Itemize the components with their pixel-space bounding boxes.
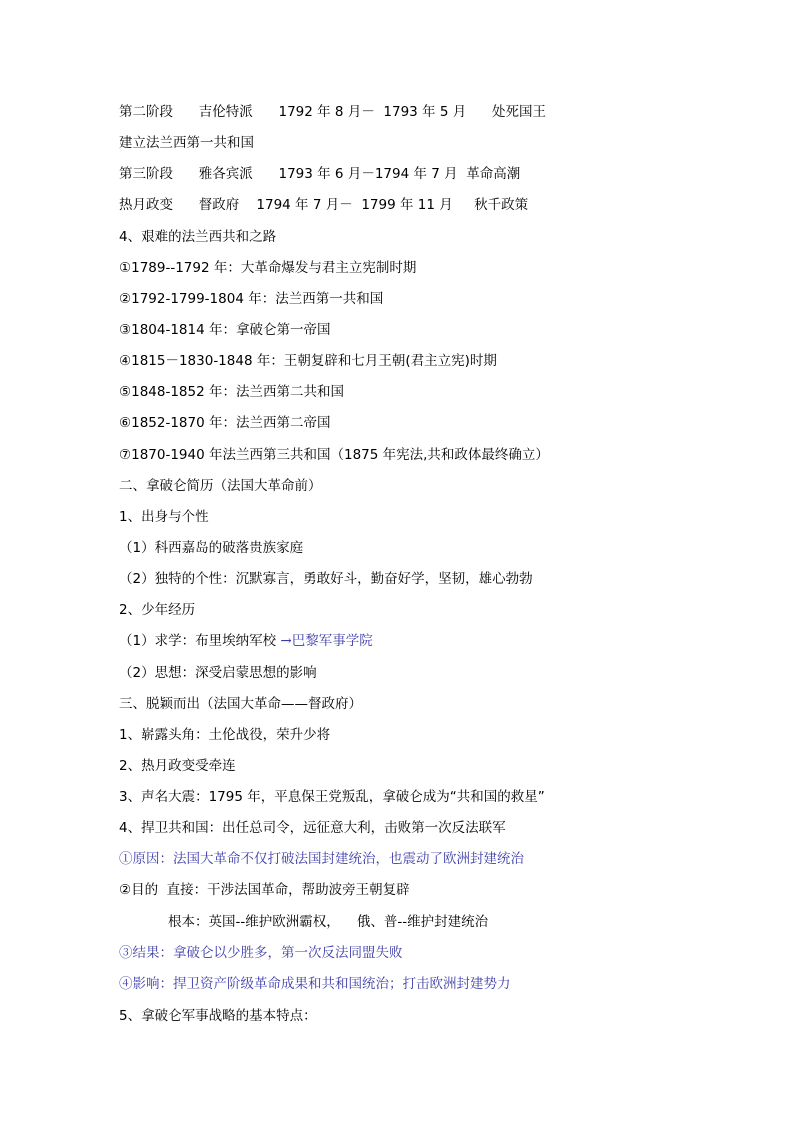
text-line-toulon: 1、崭露头角：土伦战役，荣升少将: [119, 727, 331, 743]
list-item-period-1: ①1789--1792 年：大革命爆发与君主立宪制时期: [119, 260, 417, 276]
text-line-thermidor: 热月政变 督政府 1794 年 7 月－ 1799 年 11 月 秋千政策: [119, 197, 529, 213]
text-line-study: [119, 632, 373, 650]
study-arrow-text: →巴黎军事学院: [280, 633, 373, 649]
list-item-period-7: ⑦1870-1940 年法兰西第三共和国（1875 年宪法,共和政体最终确立）: [119, 447, 549, 463]
list-item-period-3: ③1804-1814 年：拿破仑第一帝国: [119, 322, 331, 338]
section-heading-rise: 三、脱颖而出（法国大革命——督政府）: [119, 696, 362, 712]
text-line-cause: ①原因：法国大革命不仅打破法国封建统治，也震动了欧洲封建统治: [119, 851, 524, 867]
text-line-thermidor-implicated: 2、热月政变受牵连: [119, 758, 236, 774]
text-line-personality: （2）独特的个性：沉默寡言，勇敢好斗，勤奋好学，坚韧，雄心勃勃: [119, 571, 533, 587]
text-line-defend-republic: 4、捍卫共和国：出任总司令，远征意大利，击败第一次反法联军: [119, 820, 506, 836]
text-line-fame: 3、声名大震：1795 年，平息保王党叛乱，拿破仑成为“共和国的救星”: [119, 789, 545, 805]
text-line-result: ③结果：拿破仑以少胜多，第一次反法同盟失败: [119, 945, 403, 961]
section-heading-republic-road: 4、艰难的法兰西共和之路: [119, 229, 277, 245]
text-line-stage-two: 第二阶段 吉伦特派 1792 年 8 月－ 1793 年 5 月 处死国王: [119, 104, 546, 120]
text-line-purpose-root: 根本：英国--维护欧洲霸权， 俄、普--维护封建统治: [168, 914, 489, 930]
text-line-purpose-direct: ②目的 直接：干涉法国革命，帮助波旁王朝复辟: [119, 882, 410, 898]
text-line-impact: ④影响：捍卫资产阶级革命成果和共和国统治；打击欧洲封建势力: [119, 976, 511, 992]
text-line-strategy-heading: 5、拿破仑军事战略的基本特点：: [119, 1008, 317, 1024]
subheading-origin: 1、出身与个性: [119, 509, 209, 525]
text-line-family: （1）科西嘉岛的破落贵族家庭: [119, 540, 304, 556]
section-heading-napoleon-bio: 二、拿破仑简历（法国大革命前）: [119, 478, 322, 494]
list-item-period-2: ②1792-1799-1804 年：法兰西第一共和国: [119, 291, 384, 307]
text-line-stage-three: 第三阶段 雅各宾派 1793 年 6 月－1794 年 7 月 革命高潮: [119, 166, 521, 182]
text-line-first-republic: 建立法兰西第一共和国: [119, 135, 254, 151]
subheading-youth: 2、少年经历: [119, 602, 196, 618]
list-item-period-6: ⑥1852-1870 年：法兰西第二帝国: [119, 415, 331, 431]
text-line-thought: （2）思想：深受启蒙思想的影响: [119, 665, 317, 681]
study-text: （1）求学：布里埃纳军校: [119, 633, 277, 649]
list-item-period-4: ④1815－1830-1848 年：王朝复辟和七月王朝(君主立宪)时期: [119, 353, 497, 369]
list-item-period-5: ⑤1848-1852 年：法兰西第二共和国: [119, 384, 344, 400]
